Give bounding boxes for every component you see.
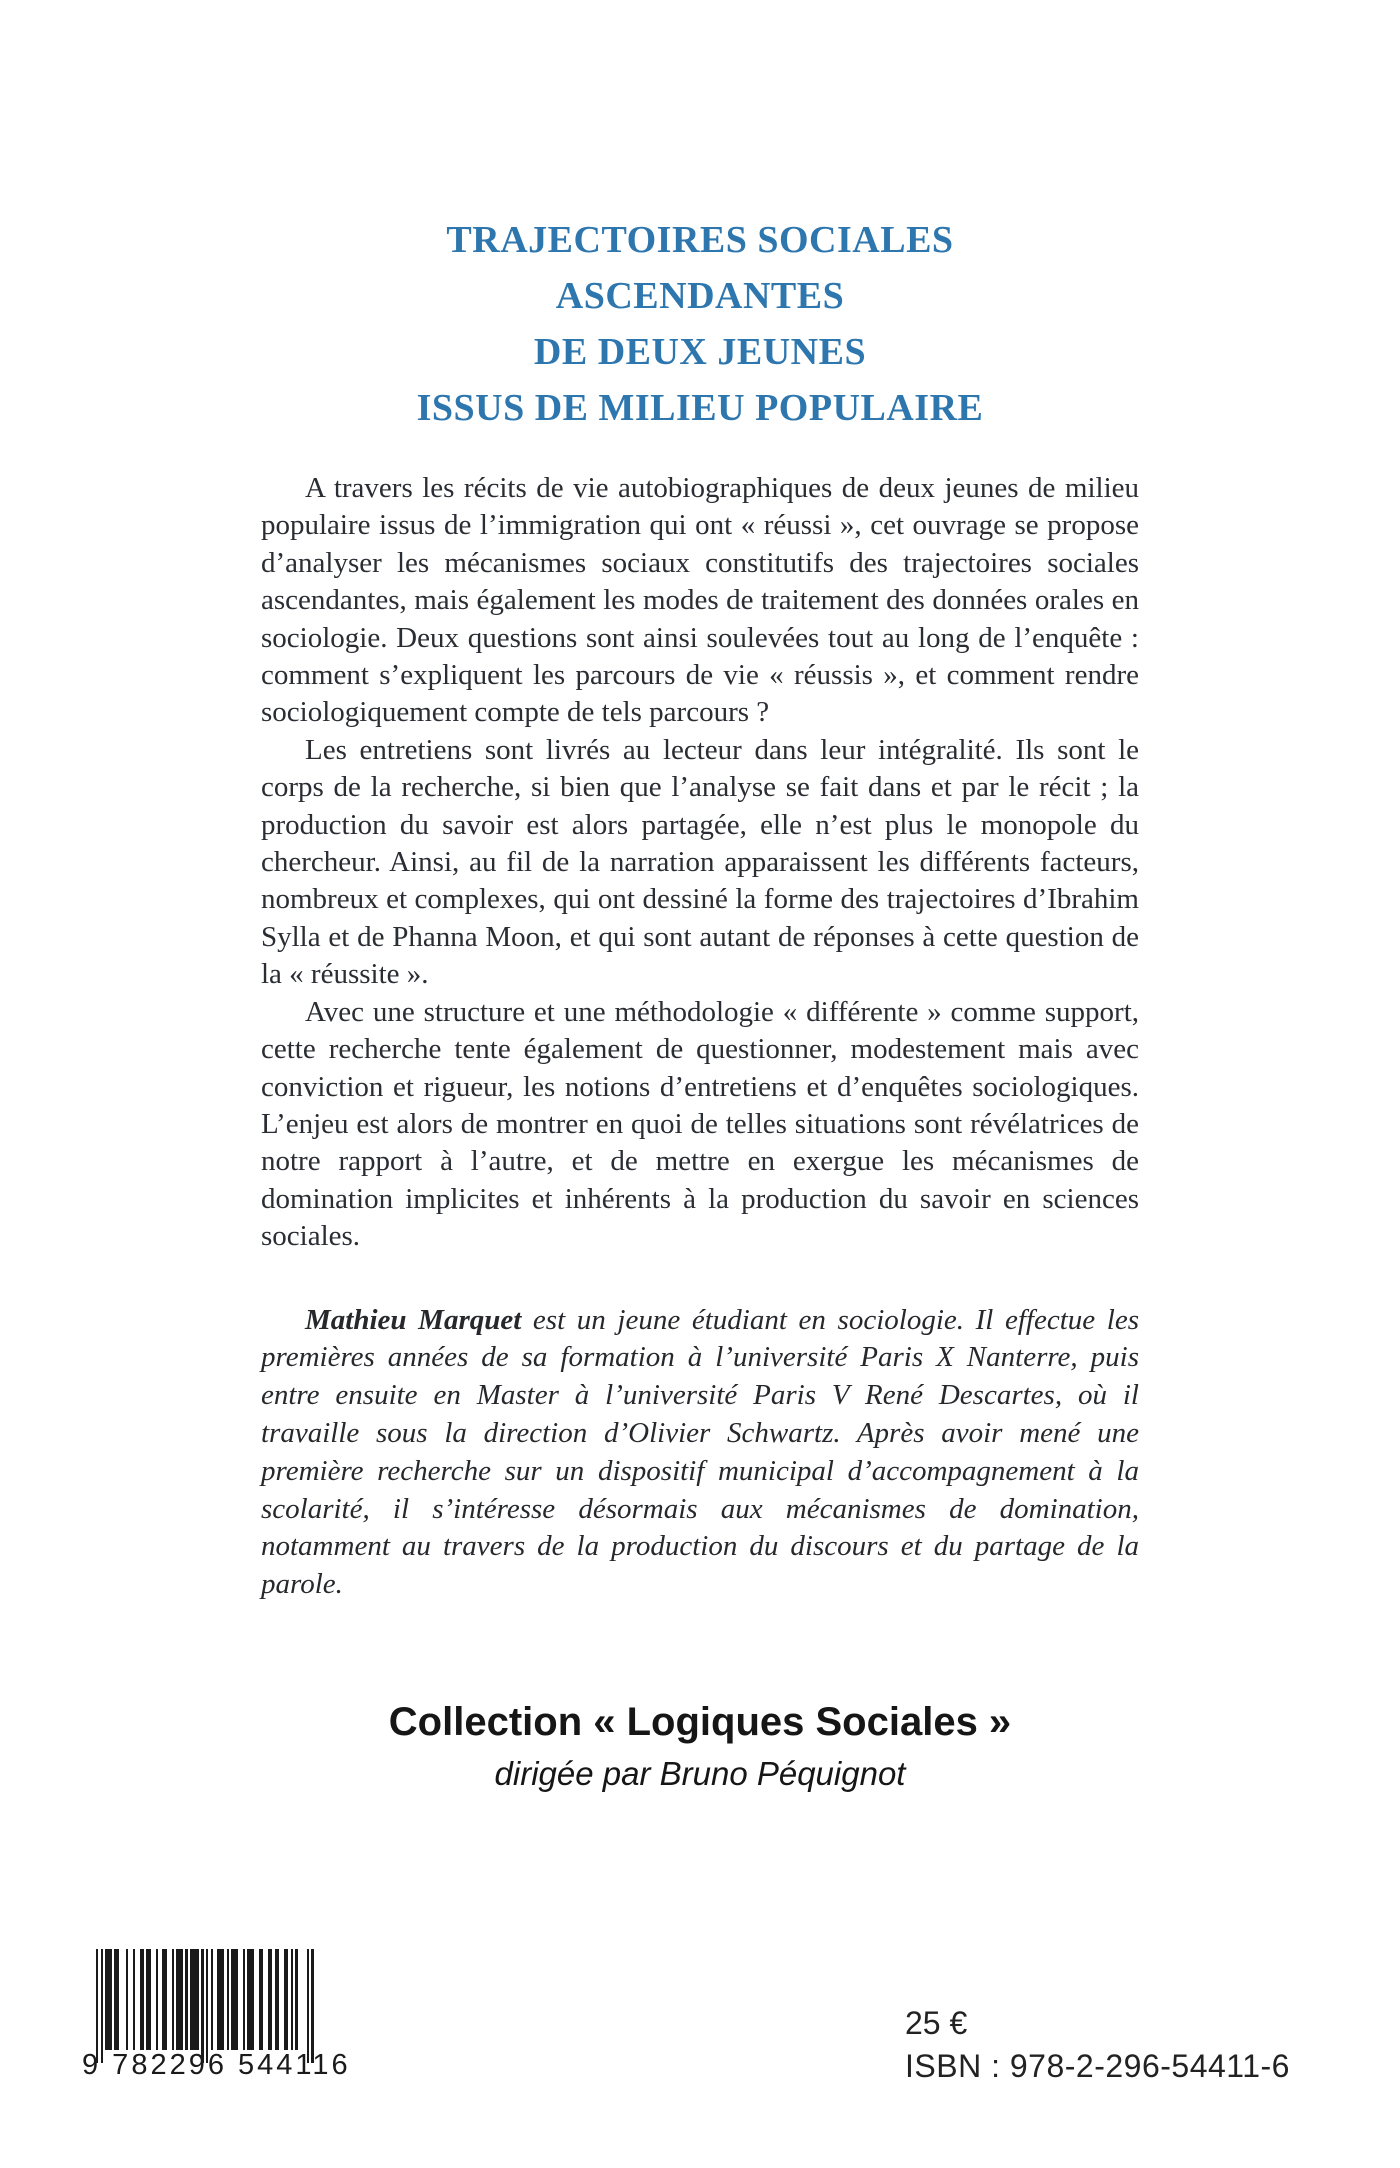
barcode-bar [217,1949,224,2050]
barcode-bar [172,1949,174,2050]
price: 25 € [905,2005,968,2041]
barcode-bar [211,1949,213,2050]
barcode-bar [156,1949,158,2050]
synopsis-paragraph-2: Les entretiens sont livrés au lecteur dans leur intégralité. Ils sont le corps de la recherche, si bien que l’analyse se fait dans et par le récit ; la production du savoir est alors partagée, elle n’est plus le monopole du chercheur. Ainsi, au fil de la narration apparaissent les différents facteurs, nombreux et complexes, qui ont dessiné la forme des trajectoires d’Ibrahim Sylla et de Phanna Moon, et qui sont autant de réponses à cette question de la « réussite ». [261,733,1139,991]
barcode-bar [307,1949,309,2063]
book-title-line-4: ISSUS DE MILIEU POPULAIRE [416,387,984,429]
barcode-bar [101,1949,103,2063]
synopsis [261,470,1139,1256]
author-bio-text: est un jeune étudiant en sociologie. Il effectue les premières années de sa formation à l’université Paris X Nanterre, puis entre ensuite en Master à l’université Paris V René Descartes, où il travaille sous la direction d’Olivier Schwartz. Après avoir mené une première recherche sur un dispositif municipal d’accompagnement à la scolarité, il s’intéresse désormais aux mécanismes de domination, notamment au travers de la production du discours et du partage de la parole. [261,1303,1139,1601]
barcode-bar [126,1949,128,2050]
book-title-line-1: TRAJECTOIRES SOCIALES [446,219,954,261]
isbn: ISBN : 978-2-296-54411-6 [905,2048,1290,2084]
barcode-bar [96,1949,98,2063]
collection-block [0,1700,1400,1793]
barcode-bar [176,1949,183,2050]
barcode-bar [140,1949,145,2050]
barcode-bar [201,1949,203,2063]
barcode-bar [206,1949,208,2063]
author-name: Mathieu Marquet [305,1303,522,1336]
barcode-bar [114,1949,119,2050]
price-isbn-block [905,2005,1290,2085]
barcode-bars-icon [96,1949,314,2063]
barcode-bar [311,1949,313,2063]
barcode-bar [259,1949,264,2050]
barcode-bar [295,1949,297,2050]
barcode-bar [190,1949,199,2050]
barcode-bar [284,1949,289,2050]
main-text-column [261,0,1139,1604]
barcode-bar [275,1949,280,2050]
collection-director: dirigée par Bruno Péquignot [494,1755,906,1792]
book-title [261,212,1139,436]
barcode-digits: 9 782296 544116 [82,2049,351,2081]
barcode-bar [243,1949,245,2050]
barcode-bar [133,1949,135,2050]
book-title-line-2: ASCENDANTES [555,275,845,317]
barcode-bar [162,1949,167,2050]
barcode-bar [146,1949,151,2050]
book-title-line-3: DE DEUX JEUNES [533,331,867,373]
author-bio [261,1302,1139,1604]
barcode-bar [247,1949,254,2050]
synopsis-paragraph-1: A travers les récits de vie autobiographiques de deux jeunes de milieu populaire issus de l’immigration qui ont « réussi », cet ouvrage se propose d’analyser les mécanismes sociaux constitutifs des trajectoires sociales ascendantes, mais également les modes de traitement des données orales en sociologie. Deux questions sont ainsi soulevées tout au long de l’enquête : comment s’expliquent les parcours de vie « réussis », et comment rendre sociologiquement compte de tels parcours ? [261,472,1139,729]
barcode-bar [185,1949,187,2050]
barcode-bar [227,1949,229,2050]
barcode-bar [291,1949,293,2050]
collection-name: Collection « Logiques Sociales » [388,1700,1012,1744]
barcode-bar [268,1949,273,2050]
synopsis-paragraph-3: Avec une structure et une méthodologie « différente » comme support, cette recherche tente également de questionner, modestement mais avec conviction et rigueur, les notions d’entretiens et d’enquêtes sociologiques. L’enjeu est alors de montrer en quoi de telles situations sont révélatrices de notre rapport à l’autre, et de mettre en exergue les mécanismes de domination implicites et inhérents à la production du savoir en sciences sociales. [261,995,1139,1253]
ean13-barcode [82,1949,351,2087]
barcode-bar [231,1949,238,2050]
barcode-bar [105,1949,112,2050]
